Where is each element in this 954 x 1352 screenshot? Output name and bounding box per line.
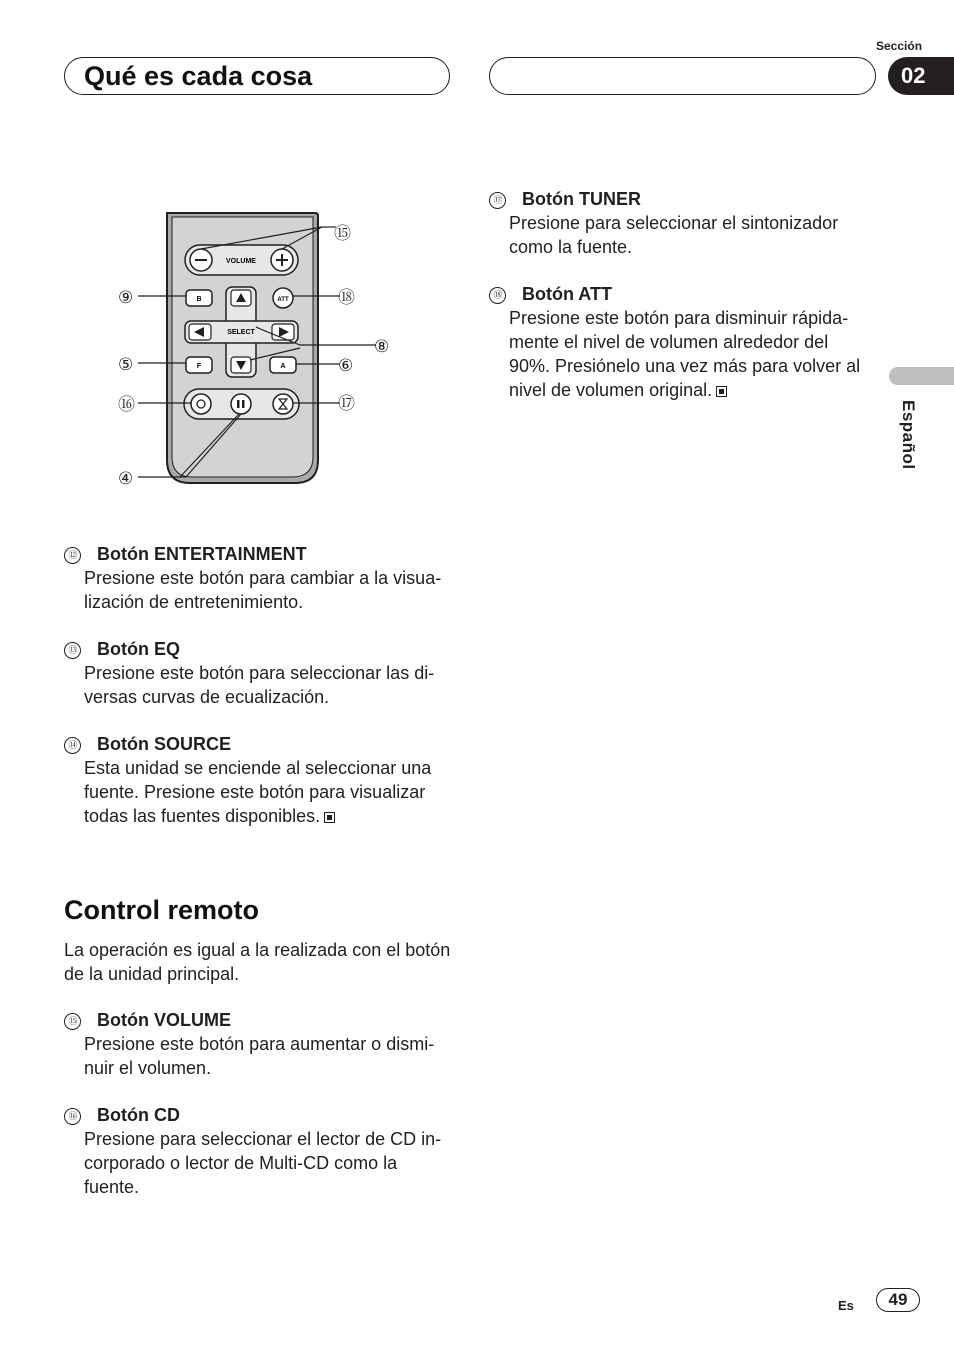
- item-body: Presione este botón para seleccionar las di-versas curvas de ecualización.: [84, 663, 435, 707]
- item-entertainment: [64, 542, 454, 614]
- item-source: [64, 732, 454, 828]
- item-title: Botón EQ: [97, 639, 180, 659]
- item-number: ⑬: [64, 642, 81, 659]
- cd-button: [191, 394, 211, 414]
- callout-15: ⑮: [334, 224, 351, 243]
- b-label: B: [196, 296, 202, 303]
- remote-control-illustration: [110, 205, 400, 495]
- item-number: ⑫: [64, 547, 81, 564]
- item-body: Presione este botón para disminuir rápida-mente el nivel de volumen alrededor del 90%. Presiónelo una vez más para volver al nivel de volumen original.: [509, 308, 861, 400]
- f-button: [186, 357, 212, 373]
- item-body: Presione para seleccionar el lector de CD in-corporado o lector de Multi-CD como la fuente.: [84, 1129, 442, 1197]
- footer-language: Es: [838, 1298, 854, 1313]
- b-button: [186, 290, 212, 306]
- item-title: Botón SOURCE: [97, 734, 231, 754]
- att-label: ATT: [277, 297, 289, 303]
- item-title: Botón TUNER: [522, 189, 641, 209]
- end-of-section-icon: [716, 386, 727, 397]
- item-att: [489, 282, 869, 402]
- item-body: Presione este botón para aumentar o dismi-nuir el volumen.: [84, 1034, 435, 1078]
- item-volume: [64, 1008, 454, 1080]
- language-label: Español: [899, 400, 918, 470]
- callout-16: ⑯: [118, 395, 135, 414]
- callout-6: ⑥: [338, 356, 354, 375]
- callout-8: ⑧: [374, 337, 390, 356]
- callout-5: ⑤: [118, 355, 134, 374]
- item-number: ⑰: [489, 192, 506, 209]
- f-label: F: [196, 363, 202, 370]
- item-number: ⑱: [489, 287, 506, 304]
- item-number: ⑭: [64, 737, 81, 754]
- select-label: SELECT: [227, 329, 255, 336]
- item-number: ⑯: [64, 1108, 81, 1125]
- volume-label: VOLUME: [226, 258, 256, 265]
- att-button: [273, 288, 293, 308]
- callout-17: ⑰: [338, 394, 355, 413]
- volume-button: [185, 245, 298, 275]
- language-tab: [889, 367, 954, 385]
- item-tuner: [489, 187, 879, 259]
- item-title: Botón ATT: [522, 284, 612, 304]
- pause-button: [231, 394, 251, 414]
- item-title: Botón CD: [97, 1105, 180, 1125]
- item-cd: [64, 1103, 454, 1199]
- item-title: Botón ENTERTAINMENT: [97, 544, 307, 564]
- item-title: Botón VOLUME: [97, 1010, 231, 1030]
- a-label: A: [280, 363, 286, 370]
- item-number: ⑮: [64, 1013, 81, 1030]
- a-button: [270, 357, 296, 373]
- item-body: Presione este botón para cambiar a la visua-lización de entretenimiento.: [84, 568, 442, 612]
- section-number: 02: [888, 57, 954, 95]
- tuner-button: [273, 394, 293, 414]
- page-number: 49: [876, 1288, 920, 1312]
- callout-9: ⑨: [118, 288, 134, 307]
- end-of-section-icon: [324, 812, 335, 823]
- section-intro: La operación es igual a la realizada con el botón de la unidad principal.: [64, 940, 451, 984]
- item-eq: [64, 637, 454, 709]
- header-blank-frame: [489, 57, 876, 95]
- section-label: Sección: [876, 39, 923, 53]
- item-body: Esta unidad se enciende al seleccionar una fuente. Presione este botón para visualizar todas las fuentes disponibles.: [84, 758, 432, 826]
- callout-4: ④: [118, 469, 134, 488]
- page-title: Qué es cada cosa: [84, 61, 313, 91]
- callout-18: ⑱: [338, 288, 355, 307]
- section-heading: Control remoto: [64, 895, 259, 925]
- item-body: Presione para seleccionar el sintonizador como la fuente.: [509, 213, 839, 257]
